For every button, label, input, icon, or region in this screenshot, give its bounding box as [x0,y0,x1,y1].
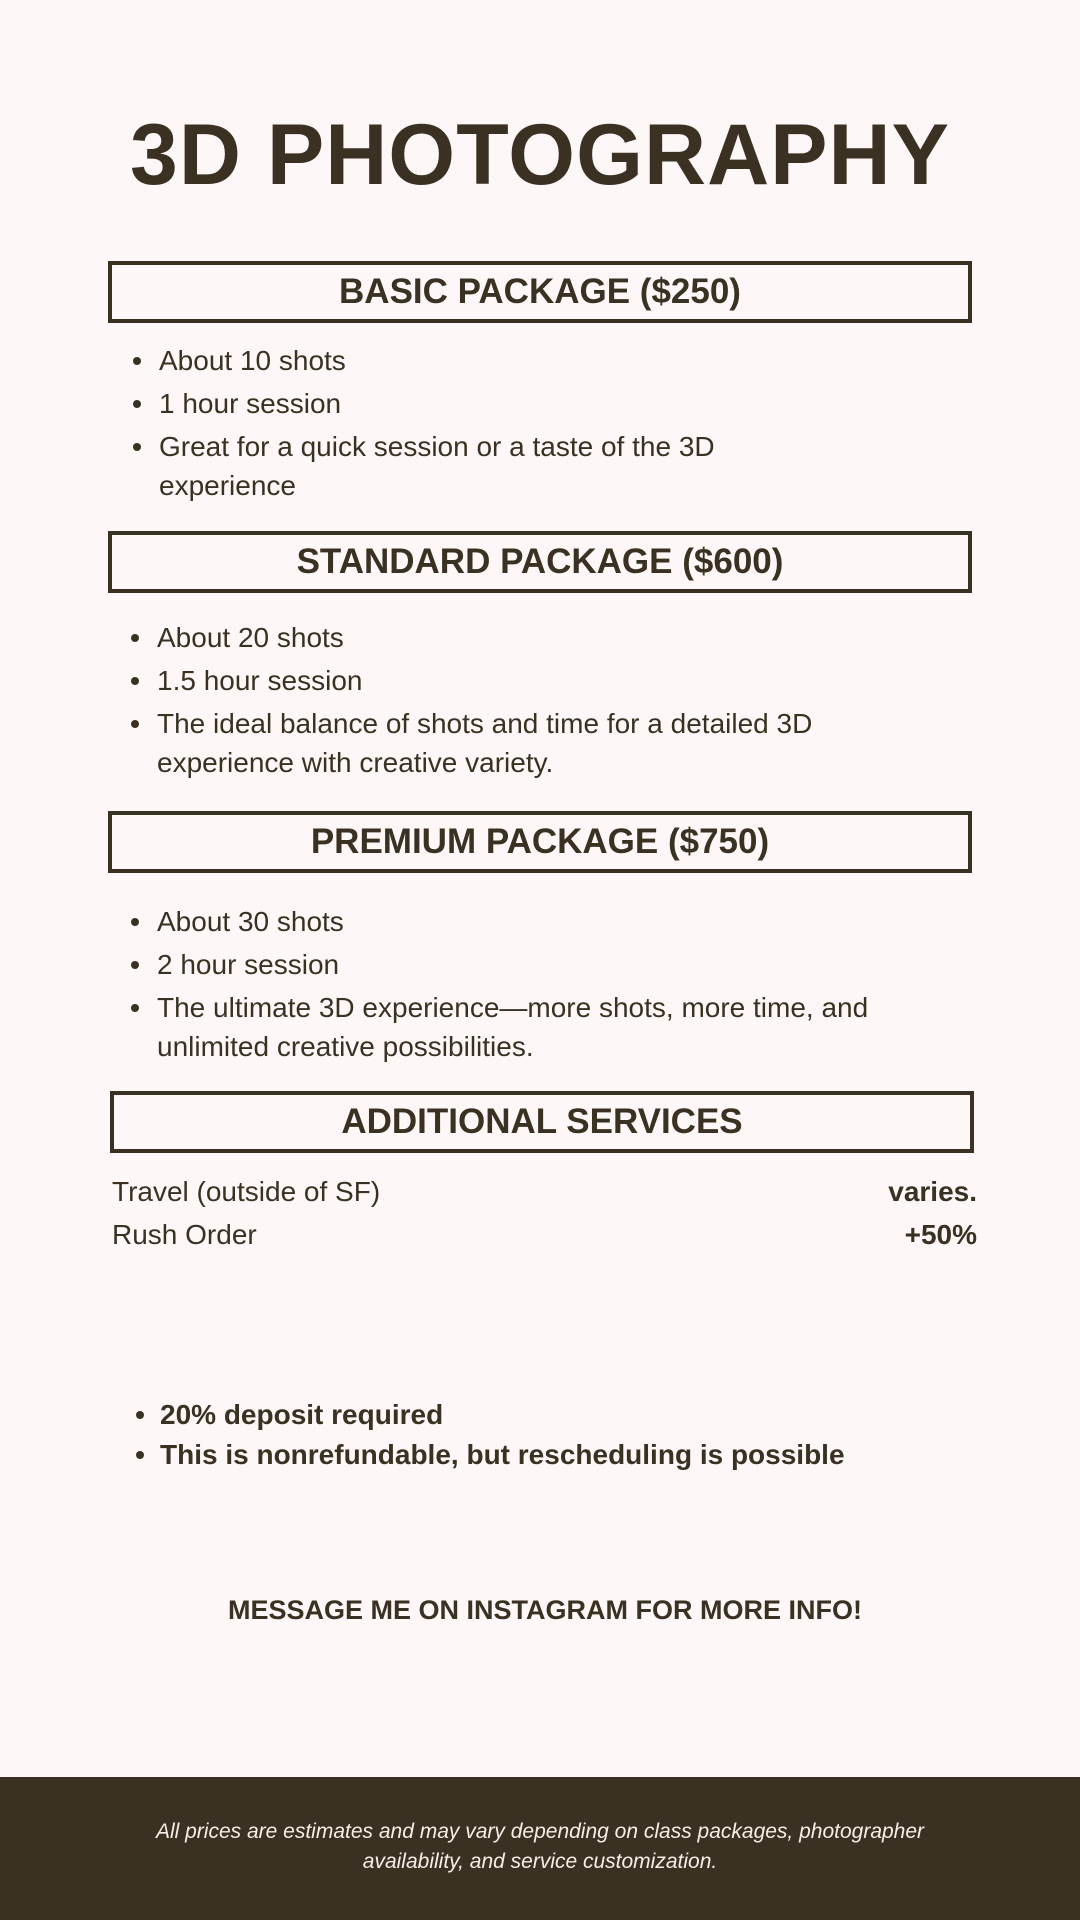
list-item: Great for a quick session or a taste of the 3D experience [130,427,820,505]
list-item: About 10 shots [130,341,820,380]
service-price: varies. [888,1176,977,1207]
list-item: 2 hour session [128,945,908,984]
service-row-rush [112,1215,977,1255]
list-item: 1.5 hour session [128,661,908,700]
basic-package-header: BASIC PACKAGE ($250) [108,261,972,323]
service-price: +50% [904,1219,977,1250]
service-name: Travel (outside of SF) [112,1176,381,1207]
list-item: About 20 shots [128,618,908,657]
additional-services-header: ADDITIONAL SERVICES [110,1091,974,1153]
deposit-policy-list [134,1395,845,1475]
list-item: 20% deposit required [134,1395,845,1435]
service-name: Rush Order [112,1219,257,1250]
list-item: The ultimate 3D experience—more shots, more time, and unlimited creative possibilities. [128,988,908,1066]
footer-disclaimer: All prices are estimates and may vary depending on class packages, photographer availability, and service customization. [155,1820,925,1873]
standard-package-list [128,618,908,786]
instagram-cta: MESSAGE ME ON INSTAGRAM FOR MORE INFO! [228,1595,862,1625]
basic-package-list [130,341,820,509]
list-item: About 30 shots [128,902,908,941]
service-row-travel [112,1172,977,1212]
premium-package-list [128,902,908,1070]
footer [0,1777,1080,1920]
page-title: 3D PHOTOGRAPHY [130,107,950,203]
premium-package-header: PREMIUM PACKAGE ($750) [108,811,972,873]
list-item: 1 hour session [130,384,820,423]
list-item: The ideal balance of shots and time for a detailed 3D experience with creative variety. [128,704,908,782]
list-item: This is nonrefundable, but rescheduling is possible [134,1435,845,1475]
standard-package-header: STANDARD PACKAGE ($600) [108,531,972,593]
